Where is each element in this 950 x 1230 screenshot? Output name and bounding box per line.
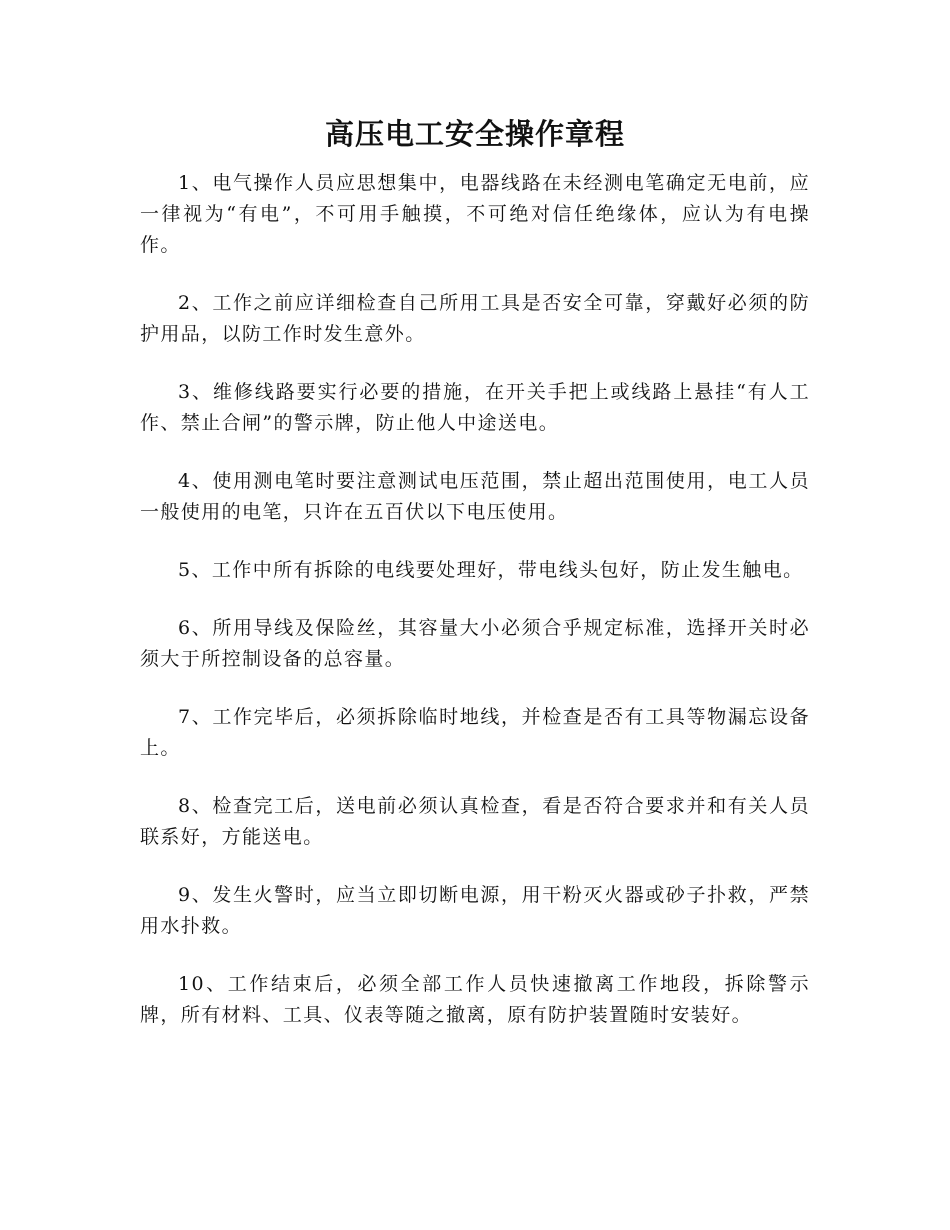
rule-item-2: 2、工作之前应详细检查自己所用工具是否安全可靠，穿戴好必须的防护用品，以防工作时发生意外。 (140, 292, 810, 345)
rule-item-4: 4、使用测电笔时要注意测试电压范围，禁止超出范围使用，电工人员一般使用的电笔，只许在五百伏以下电压使用。 (140, 470, 810, 523)
rules-list (140, 168, 810, 1058)
rule-item-8: 8、检查完工后，送电前必须认真检查，看是否符合要求并和有关人员联系好，方能送电。 (140, 795, 810, 848)
rule-item-7: 7、工作完毕后，必须拆除临时地线，并检查是否有工具等物漏忘设备上。 (140, 706, 810, 759)
rule-item-5: 5、工作中所有拆除的电线要处理好，带电线头包好，防止发生触电。 (178, 559, 804, 581)
document-title: 高压电工安全操作章程 (324, 117, 625, 151)
rule-item-10: 10、工作结束后，必须全部工作人员快速撤离工作地段，拆除警示牌，所有材料、工具、仪表等随之撤离，原有防护装置随时安装好。 (140, 973, 810, 1026)
rule-item-3: 3、维修线路要实行必要的措施，在开关手把上或线路上悬挂“有人工作、禁止合闸”的警示牌，防止他人中途送电。 (140, 381, 810, 434)
rule-item-9: 9、发生火警时，应当立即切断电源，用干粉灭火器或砂子扑救，严禁用水扑救。 (140, 884, 810, 937)
rule-item-1: 1、电气操作人员应思想集中，电器线路在未经测电笔确定无电前，应一律视为“有电”，不可用手触摸，不可绝对信任绝缘体，应认为有电操作。 (140, 172, 810, 256)
rule-item-6: 6、所用导线及保险丝，其容量大小必须合乎规定标准，选择开关时必须大于所控制设备的总容量。 (140, 617, 810, 670)
